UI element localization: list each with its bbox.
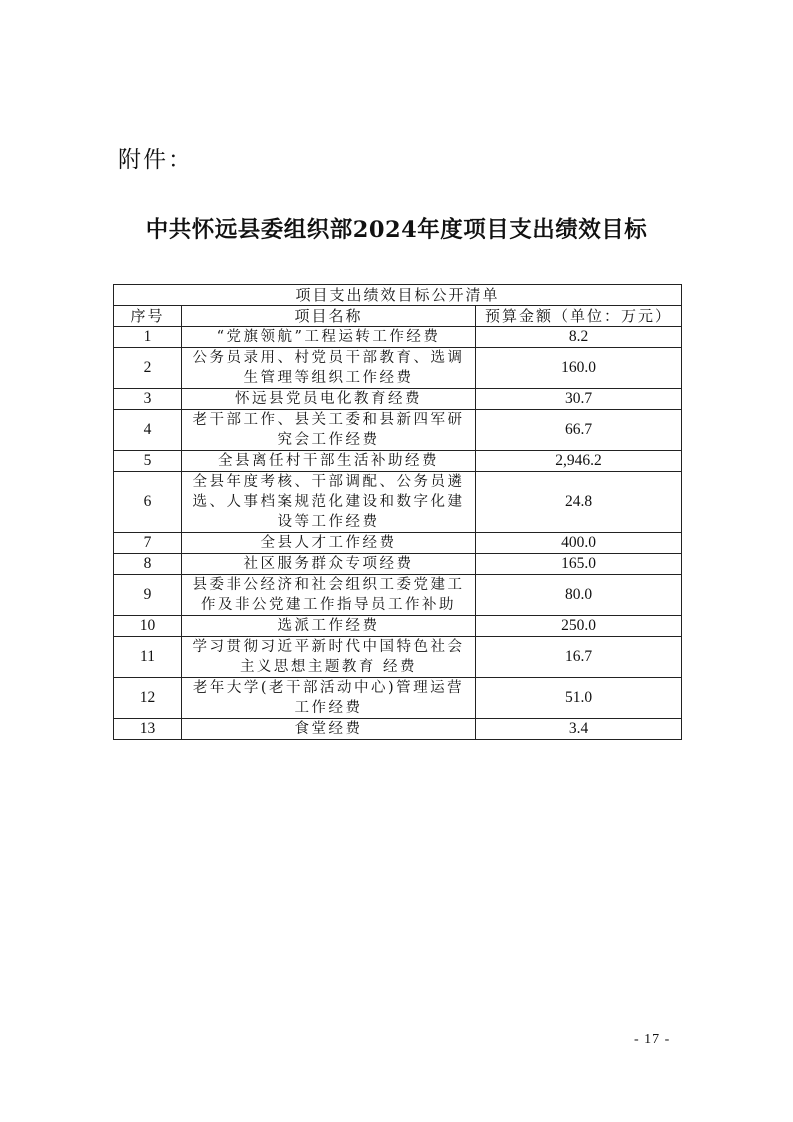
row-index: 1 [114, 327, 182, 348]
row-budget-amount: 165.0 [476, 554, 682, 575]
row-budget-amount: 16.7 [476, 637, 682, 678]
row-project-name: 选派工作经费 [182, 616, 476, 637]
row-budget-amount: 8.2 [476, 327, 682, 348]
page-number: - 17 - [634, 1032, 671, 1047]
row-project-name: “党旗领航”工程运转工作经费 [182, 327, 476, 348]
table-row [114, 533, 682, 554]
row-budget-amount: 66.7 [476, 410, 682, 451]
table-row [114, 554, 682, 575]
attachment-label: 附件： [118, 147, 193, 173]
table-row [114, 637, 682, 678]
row-index: 2 [114, 348, 182, 389]
budget-table-body [114, 285, 682, 740]
row-index: 13 [114, 719, 182, 740]
row-budget-amount: 51.0 [476, 678, 682, 719]
row-project-name: 怀远县党员电化教育经费 [182, 389, 476, 410]
row-budget-amount: 400.0 [476, 533, 682, 554]
row-project-name: 学习贯彻习近平新时代中国特色社会主义思想主题教育 经费 [182, 637, 476, 678]
table-row [114, 719, 682, 740]
row-index: 7 [114, 533, 182, 554]
table-row [114, 472, 682, 533]
table-row [114, 616, 682, 637]
row-project-name: 全县离任村干部生活补助经费 [182, 451, 476, 472]
row-index: 5 [114, 451, 182, 472]
row-budget-amount: 160.0 [476, 348, 682, 389]
row-index: 11 [114, 637, 182, 678]
table-row [114, 451, 682, 472]
row-project-name: 社区服务群众专项经费 [182, 554, 476, 575]
row-budget-amount: 80.0 [476, 575, 682, 616]
budget-table [113, 284, 682, 740]
table-row [114, 327, 682, 348]
row-index: 9 [114, 575, 182, 616]
header-index: 序号 [114, 306, 182, 327]
header-project-name: 项目名称 [182, 306, 476, 327]
row-project-name: 全县人才工作经费 [182, 533, 476, 554]
row-budget-amount: 250.0 [476, 616, 682, 637]
row-index: 4 [114, 410, 182, 451]
row-project-name: 全县年度考核、干部调配、公务员遴选、人事档案规范化建设和数字化建设等工作经费 [182, 472, 476, 533]
table-row [114, 348, 682, 389]
page-title: 中共怀远县委组织部2024年度项目支出绩效目标 [145, 217, 648, 243]
table-header-row [114, 306, 682, 327]
table-row [114, 678, 682, 719]
row-index: 12 [114, 678, 182, 719]
row-budget-amount: 2,946.2 [476, 451, 682, 472]
row-project-name: 老年大学(老干部活动中心)管理运营工作经费 [182, 678, 476, 719]
row-project-name: 公务员录用、村党员干部教育、选调生管理等组织工作经费 [182, 348, 476, 389]
table-row [114, 575, 682, 616]
row-project-name: 县委非公经济和社会组织工委党建工作及非公党建工作指导员工作补助 [182, 575, 476, 616]
header-budget-amount: 预算金额（单位：万元） [476, 306, 682, 327]
row-budget-amount: 30.7 [476, 389, 682, 410]
table-row [114, 410, 682, 451]
row-project-name: 食堂经费 [182, 719, 476, 740]
row-index: 6 [114, 472, 182, 533]
table-row [114, 389, 682, 410]
row-project-name: 老干部工作、县关工委和县新四军研究会工作经费 [182, 410, 476, 451]
table-caption-row [114, 285, 682, 306]
row-index: 10 [114, 616, 182, 637]
row-budget-amount: 3.4 [476, 719, 682, 740]
row-index: 8 [114, 554, 182, 575]
row-budget-amount: 24.8 [476, 472, 682, 533]
table-caption: 项目支出绩效目标公开清单 [114, 285, 682, 306]
row-index: 3 [114, 389, 182, 410]
